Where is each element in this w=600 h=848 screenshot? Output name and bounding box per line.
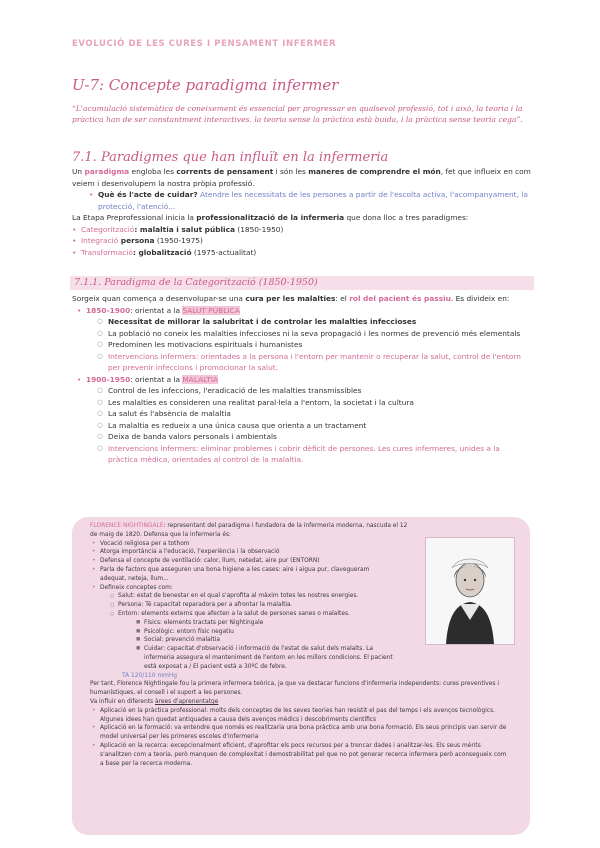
paradigm-list	[72, 224, 532, 259]
list-item	[98, 189, 532, 212]
text: cura per les malalties	[245, 294, 336, 303]
years: 1850-1900	[86, 305, 131, 315]
phase2-list	[86, 385, 532, 466]
list-item: ○ Control de les infeccions, l'eradicació de les malalties transmissibles	[108, 385, 532, 397]
text: : orientat a la	[130, 305, 183, 315]
list-item	[81, 247, 532, 259]
list-item: • Parla de factors que asseguren una bona higiene a les cases: aire i aigua pur, clavegueram adequat, neteja, llum...	[100, 566, 396, 584]
text: La Etapa Preprofessional inicia la	[72, 213, 197, 222]
text: : representant del paradigma i fundadora de la infermeria moderna, nascuda el 12 de maig de 1820. Defensa que la infermeria és:	[90, 523, 408, 538]
text: rol del pacient és passiu	[349, 294, 451, 303]
intro-quote: “L'acumulació sistemàtica de coneixement és essencial per progressar en qualsevol professió, tot i això, la teoria i la pràctica han de ser constantment interactives. la teoria sense la pràctica està buida, i la pràctica sense teoria cega”.	[72, 104, 523, 124]
list-item: ○ La població no coneix les malalties infeccioses ni la seva propagació i les normes de prevenció més elementals	[108, 328, 532, 340]
categorization-block	[72, 293, 532, 466]
text: : malaltia i salut pública	[134, 224, 235, 234]
list-item: ○ Necessitat de millorar la salubritat i de controlar les malalties infeccioses	[108, 316, 532, 328]
list-item: ○ Intervencions infermers: orientades a la persona i l'entorn per mantenir o recuperar la salut, control de l'entorn per prevenir infeccions i promocionar la salut.	[108, 351, 532, 374]
text: : globalització	[132, 247, 192, 257]
list-item: ■ Cuidar: capacitat d'observació i informació de l'estat de salut dels malalts. La infermeria assegura el manteniment de l'entorn en les millors condicions. El pacient està exposat a / El pacient està a 30ºC de febre.	[144, 645, 396, 671]
text: professionalització de la infermeria	[196, 213, 345, 222]
text: Va influir en diferents	[90, 698, 156, 705]
years: (1975-actualitat)	[191, 247, 257, 257]
years: 1900-1950	[86, 374, 131, 384]
areas-list	[90, 707, 510, 769]
list-item: • Vocació religiosa per a tothom	[100, 540, 396, 549]
years: (1850-1950)	[234, 224, 284, 234]
text: que dona lloc a tres paradigmes:	[344, 213, 469, 222]
list-item	[81, 224, 532, 236]
entorn-list	[118, 619, 396, 672]
list-item	[118, 610, 396, 672]
text: : orientat a la	[130, 374, 183, 384]
paradigm-name: Integració	[81, 236, 119, 245]
list-item: ■ Físics: elements tractats per Nightingale	[144, 619, 396, 628]
list-item: ○ Intervencions infermers: eliminar problemes i cobrir dèficit de persones. Les cures infermeres, unides a la pràctica mèdica, orientades al control de la malaltia.	[108, 443, 532, 466]
paradigm-name: Transformació	[81, 247, 133, 257]
question: Què és l'acte de cuidar?	[98, 190, 198, 199]
nightingale-summary: Per tant, Florence Nightingale fou la primera infermera teòrica, ja que va destacar funcions d'infermeria independents: cures preventives i humanístiques, el consell i el suport a les persones.	[90, 681, 499, 697]
person-name: FLORENCE NIGHTINGALE	[90, 523, 164, 529]
phase-item	[86, 374, 532, 466]
list-item: ○ Deixa de banda valors personals i ambientals	[108, 431, 532, 443]
highlight: SALUT PÚBLICA	[182, 305, 240, 315]
list-item: ○ La malaltia es redueix a una única causa que orienta a un tractament	[108, 420, 532, 432]
list-item: ■ Social: prevenció malaltia	[144, 636, 396, 645]
term-paradigma: paradigma	[84, 167, 130, 176]
ta-note: TA 120/110 mmHg	[122, 672, 178, 679]
text: Defineix conceptes com:	[100, 584, 173, 591]
text: maneres de comprendre el món	[308, 167, 441, 176]
nightingale-intro	[90, 522, 414, 540]
intro-block	[72, 166, 532, 258]
subsection-title: 7.1.1. Paradigma de la Categorització (1850-1950)	[70, 276, 534, 290]
paradigm-definition	[72, 166, 532, 189]
text: persona	[118, 236, 155, 245]
categorization-lead	[72, 293, 532, 305]
running-header: EVOLUCIÓ DE LES CURES I PENSAMENT INFERMER	[72, 39, 337, 49]
list-item: ○ Persona: Té capacitat reparadora per a afrontar la malaltia.	[118, 601, 396, 610]
text: , fet que influeix en com veiem i desenvolupem la nostra pròpia professió.	[72, 167, 531, 188]
paradigm-name: Categorització	[81, 224, 135, 234]
answer: Atendre les necessitats de les persones a partir de l'escolta activa, l'acompanyament, la protecció, l'atenció...	[98, 190, 528, 211]
years: (1950-1975)	[154, 236, 203, 245]
text: Entorn: elements externs que afecten a la salut de persones sanes o malaltes.	[118, 610, 350, 617]
text: Sorgeix quan comença a desenvolupar-se una	[72, 294, 246, 303]
list-item: ○ Predominen les motivacions espirituals i humanistes	[108, 339, 532, 351]
list-item: • Aplicació en la recerca: excepcionalment eficient, d'aprofitar els pocs recursos per a trencar dades i analitzar-les. Els seus mèrits s'analitzen com a teoria, però manquen de complexitat i demostrabilitat pel que no pot generar recerca infermera però aconsegueix com a base per la recerca moderna.	[100, 742, 510, 768]
list-item: ■ Psicològic: entorn físic negatiu	[144, 628, 396, 637]
nightingale-text	[90, 522, 510, 768]
unit-title: U-7: Concepte paradigma infermer	[72, 76, 339, 94]
question-list	[72, 189, 532, 212]
nightingale-list	[90, 540, 396, 672]
list-item	[81, 235, 532, 247]
text: . Es divideix en:	[450, 294, 510, 303]
list-item	[100, 584, 396, 672]
text: engloba les	[129, 167, 177, 176]
list-item: • Defensa el concepte de ventilació: calor, llum, netedat, aire pur (ENTORN)	[100, 557, 396, 566]
text: corrents de pensament	[176, 167, 274, 176]
phase-item	[86, 305, 532, 374]
text: : el	[335, 294, 350, 303]
text: i són les	[273, 167, 309, 176]
areas-intro	[90, 698, 510, 707]
list-item: ○ Salut: estat de benestar en el qual s'aprofita al màxim totes les nostres energies.	[118, 592, 396, 601]
phase-list	[72, 305, 532, 466]
section-title: 7.1. Paradigmes que han influït en la infermeria	[72, 150, 389, 165]
preprofessional-paragraph	[72, 212, 532, 224]
list-item: • Atorga importància a l'educació, l'experiència i la observació	[100, 548, 396, 557]
text: àrees d'aprenentatge	[155, 698, 219, 705]
list-item: ○ Les malalties es consideren una realitat paral·lela a l'entorn, la societat i la cultura	[108, 397, 532, 409]
list-item: ○ La salut és l'absència de malaltia	[108, 408, 532, 420]
highlight: MALALTIA	[182, 374, 219, 384]
concepts-list	[100, 592, 396, 671]
list-item: • Aplicació en la formació: va entendre que només es realitzaria una bona pràctica amb una bona formació. Els seus principis van servir de model universal per les primeres escoles d'infermeria	[100, 724, 510, 742]
phase1-list	[86, 316, 532, 374]
text: Un	[72, 167, 85, 176]
list-item: • Aplicació en la pràctica professional: molts dels conceptes de les seves teories han resistit el pas del temps i els avenços tecnològics. Algunes idees han quedat antiquades a causa dels avenços mèdics i descobriments científics	[100, 707, 510, 725]
